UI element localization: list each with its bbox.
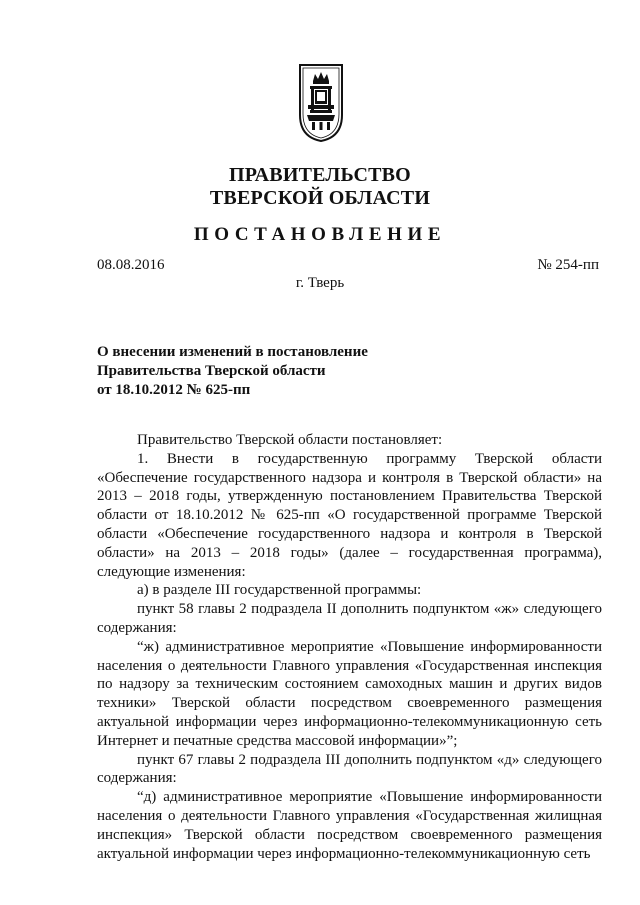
body-paragraph: “д) административное мероприятие «Повышение информированности населения о деятельности Главного управления «Государственная жилищная инспекция» Тверской области посредством своевременного размещения актуальной информации через информационно-телекоммуникационную сеть <box>97 789 602 862</box>
government-name-line2: ТВЕРСКОЙ ОБЛАСТИ <box>209 187 431 209</box>
subject-line: О внесении изменений в постановление <box>97 344 368 360</box>
subject-line: от 18.10.2012 № 625-пп <box>97 382 251 398</box>
document-body <box>97 431 602 863</box>
tver-coat-of-arms-icon <box>298 63 344 143</box>
body-paragraph: а) в разделе III государственной программы: <box>137 582 422 599</box>
body-paragraph: Правительство Тверской области постановляет: <box>137 432 443 448</box>
government-name-line1: ПРАВИТЕЛЬСТВО <box>229 164 411 186</box>
body-paragraph: 1. Внести в государственную программу Тверской области «Обеспечение государственного надзора и контроля в Тверской области» на 2013 – 2018 годы, утвержденную постановлением Правительства Тверской области от 18.10.2012 № 625-пп «О государственной программе Тверской области «Обеспечение государственного надзора и контроля в Тверской области» на 2013 – 2018 годы» (далее – государственная программа), следующие изменения: <box>97 450 602 580</box>
body-paragraph: пункт 67 главы 2 подраздела III дополнить подпунктом «д» следующего содержания: <box>97 751 602 787</box>
document-city: г. Тверь <box>295 275 345 291</box>
document-number: № 254-пп <box>537 257 599 273</box>
subject-line: Правительства Тверской области <box>97 363 326 379</box>
body-paragraph: пункт 58 главы 2 подраздела II дополнить подпунктом «ж» следующего содержания: <box>97 601 602 636</box>
document-type: ПОСТАНОВЛЕНИЕ <box>193 224 447 245</box>
document-subject <box>97 343 417 400</box>
body-paragraph: “ж) административное мероприятие «Повышение информированности населения о деятельности Главного управления «Государственная инспекция по надзору за техническим состоянием самоходных машин и других видов техники» Тверской области посредством своевременного размещения актуальной информации через информационно-телекоммуникационную сеть Интернет и печатные средства массовой информации»”; <box>97 638 602 749</box>
document-date: 08.08.2016 <box>97 257 165 273</box>
